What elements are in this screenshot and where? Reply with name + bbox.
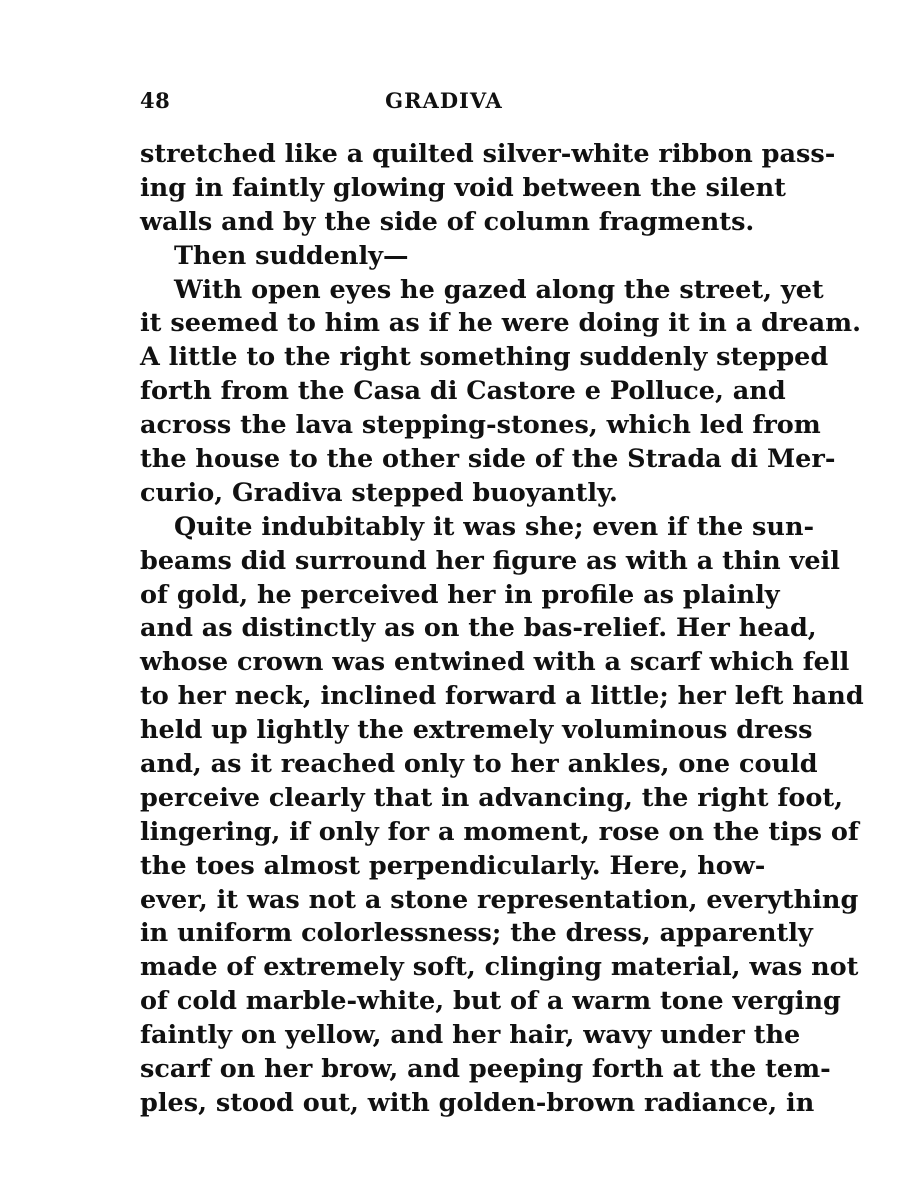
text-line: stretched like a quilted silver-white ribbon pass- bbox=[140, 139, 836, 169]
text-line: Quite indubitably it was she; even if the sun- bbox=[174, 511, 815, 542]
text-line: and, as it reached only to her ankles, one could bbox=[140, 749, 818, 780]
text-line: in uniform colorlessness; the dress, apparently bbox=[140, 918, 813, 949]
text-line: scarf on her brow, and peeping forth at the tem- bbox=[140, 1054, 831, 1085]
page-number: 48 bbox=[140, 88, 171, 113]
text-line: the toes almost perpendicularly. Here, how- bbox=[140, 850, 766, 881]
text-line: of gold, he perceived her in profile as plainly bbox=[140, 579, 780, 610]
text-line: faintly on yellow, and her hair, wavy under the bbox=[140, 1020, 801, 1051]
text-line: held up lightly the extremely voluminous dress bbox=[140, 715, 813, 746]
page-header bbox=[140, 88, 748, 118]
text-line: A little to the right something suddenly stepped bbox=[140, 342, 829, 373]
text-line: and as distinctly as on the bas-relief. Her head, bbox=[140, 613, 817, 644]
text-line: ing in faintly glowing void between the silent bbox=[140, 172, 786, 203]
text-line: forth from the Casa di Castore e Polluce, and bbox=[140, 376, 786, 407]
text-line: Then suddenly— bbox=[174, 240, 409, 271]
text-line: to her neck, inclined forward a little; her left hand bbox=[140, 681, 864, 712]
running-head: GRADIVA bbox=[385, 88, 503, 113]
text-line: it seemed to him as if he were doing it in a dream. bbox=[140, 308, 861, 339]
text-line: beams did surround her figure as with a thin veil bbox=[140, 545, 840, 576]
text-line: curio, Gradiva stepped buoyantly. bbox=[140, 477, 618, 508]
text-line: ever, it was not a stone representation, everything bbox=[140, 884, 859, 915]
text-line: whose crown was entwined with a scarf which fell bbox=[140, 647, 850, 678]
text-line: With open eyes he gazed along the street, yet bbox=[174, 274, 824, 305]
text-line: across the lava stepping-stones, which led from bbox=[140, 410, 821, 441]
text-line: walls and by the side of column fragments. bbox=[140, 206, 755, 237]
text-line: made of extremely soft, clinging material, was not bbox=[140, 952, 859, 983]
text-line: of cold marble-white, but of a warm tone verging bbox=[140, 986, 841, 1017]
text-line: ples, stood out, with golden-brown radiance, in bbox=[140, 1087, 815, 1118]
body-text bbox=[140, 138, 864, 1121]
text-line: the house to the other side of the Strada di Mer- bbox=[140, 444, 836, 475]
text-line: perceive clearly that in advancing, the right foot, bbox=[140, 782, 844, 813]
text-line: lingering, if only for a moment, rose on the tips of bbox=[140, 816, 859, 847]
